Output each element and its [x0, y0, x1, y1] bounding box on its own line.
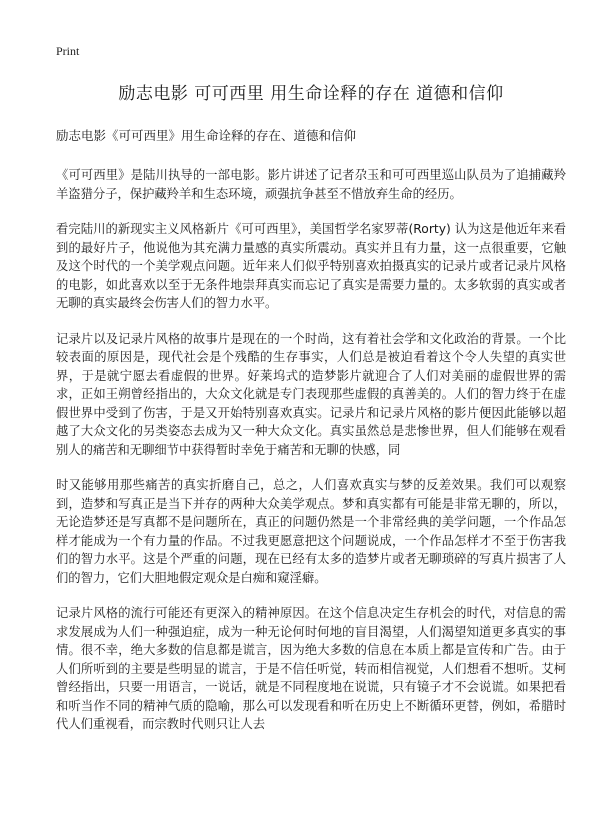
page-title: 励志电影 可可西里 用生命诠释的存在 道德和信仰	[118, 84, 504, 104]
print-link[interactable]: Print	[56, 44, 80, 58]
article-paragraph: 《可可西里》是陆川执导的一部电影。影片讲述了记者尕玉和可可西里巡山队员为了追捕藏羚羊盗猎分子，保护藏羚羊和生态环境，顽强抗争甚至不惜放弃生命的经历。	[56, 168, 566, 201]
article-subtitle: 励志电影《可可西里》用生命诠释的存在、道德和信仰	[56, 128, 357, 143]
article-paragraph: 记录片风格的流行可能还有更深入的精神原因。在这个信息决定生存机会的时代，对信息的需求发展成为人们一种强迫症，成为一种无论何时何地的盲目渴望，人们渴望知道更多真实的事情。很不幸，绝大多数的信息都是谎言，因为绝大多数的信息在本质上都是宣传和广告。由于人们所听到的主要是些明显的谎言，于是不信任听觉，转而相信视觉，人们想看不想听。艾柯曾经指出，只要一用语言，一说话，就是不同程度地在说谎，只有镜子才不会说谎。如果把看和听当作不同的精神气质的隐喻，那么可以发现看和听在历史上不断循环更替，例如，希腊时代人们重视看，而宗教时代则只让人去	[56, 606, 566, 731]
article-paragraph: 记录片以及记录片风格的故事片是现在的一个时尚，这有着社会学和文化政治的背景。一个比较表面的原因是，现代社会是个残酷的生存事实，人们总是被迫看着这个令人失望的真实世界，于是就宁愿去看虚假的世界。好莱坞式的造梦影片就迎合了人们对美丽的虚假世界的需求，正如王朔曾经指出的，大众文化就是专门表现那些虚假的真善美的。人们的智力终于在虚假世界中受到了伤害，于是又开始特别喜欢真实。记录片和记录片风格的影片便因此能够以超越了大众文化的另类姿态去成为又一种大众文化。真实虽然总是悲惨世界，但人们能够在观看别人的痛苦和无聊细节中获得暂时幸免于痛苦和无聊的快感，同	[56, 331, 566, 457]
article-paragraph: 看完陆川的新现实主义风格新片《可可西里》，美国哲学名家罗蒂(Rorty) 认为这是他近年来看到的最好片子，他说他为其充满力量感的真实所震动。真实并且有力量，这一点很重要，它触及这个时代的一个美学观点问题。近年来人们似乎特别喜欢拍摄真实的记录片或者记录片风格的电影，如此喜欢以至于无条件地崇拜真实而忘记了真实是需要力量的。太多软弱的真实或者无聊的真实最终会伤害人们的智力水平。	[56, 222, 566, 310]
article-body	[56, 166, 566, 734]
article-paragraph: 时又能够用那些痛苦的真实折磨自己，总之，人们喜欢真实与梦的反差效果。我们可以观察到，造梦和写真正是当下并存的两种大众美学观点。梦和真实都有可能是非常无聊的，所以，无论造梦还是写真都不是问题所在，真正的问题仍然是一个非常经典的美学问题，一个作品怎样才能成为一个有力量的作品。不过我更愿意把这个问题说成，一个作品怎样才不至于伤害我们的智力水平。这是个严重的问题，现在已经有太多的造梦片或者无聊琐碎的写真片损害了人们的智力，它们大胆地假定观众是白痴和窥淫癖。	[56, 478, 566, 585]
